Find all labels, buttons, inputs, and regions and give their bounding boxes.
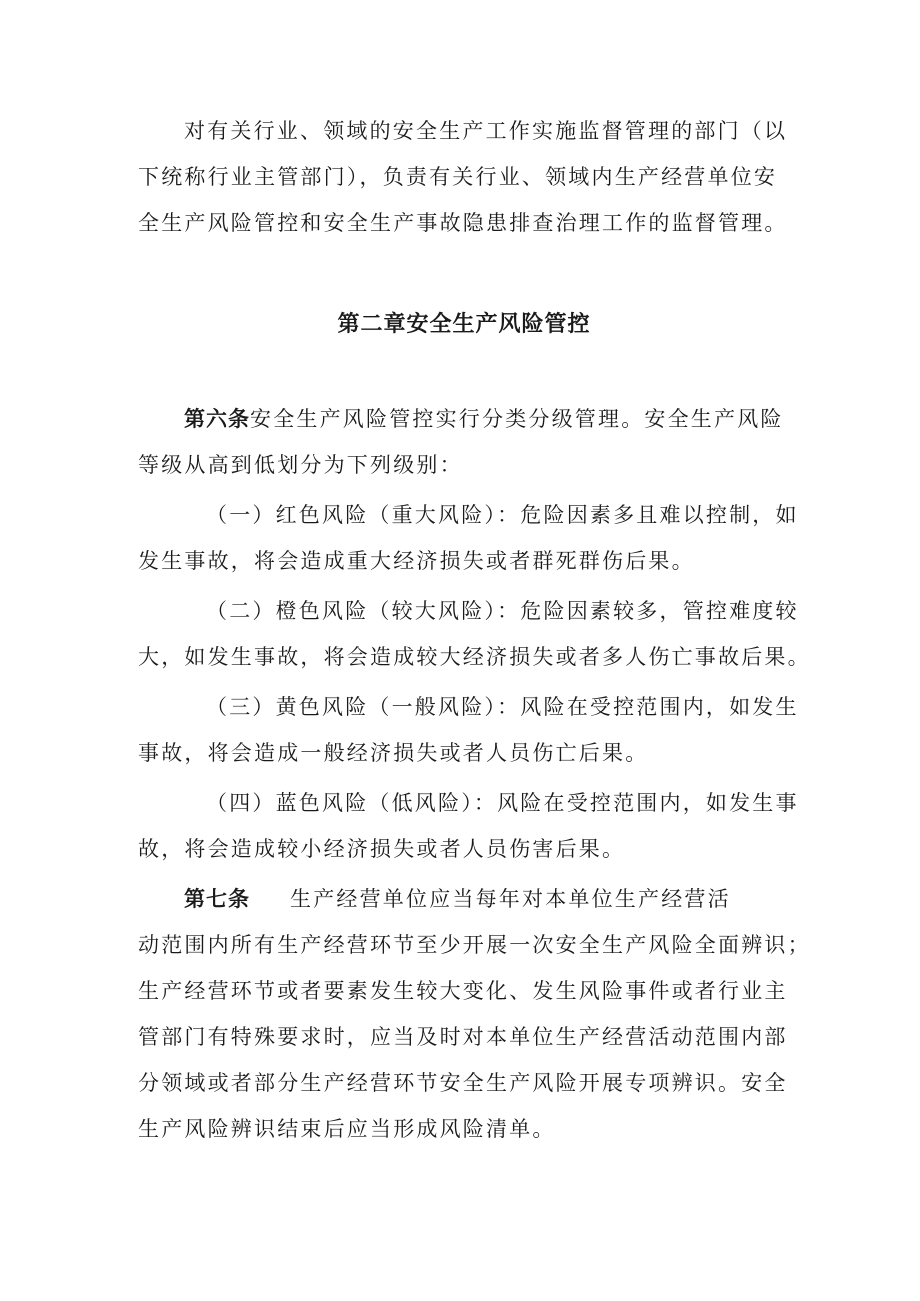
text-line: 分领域或者部分生产经营环节安全生产风险开展专项辨识。安全 — [138, 1071, 788, 1095]
text-line — [138, 396, 790, 442]
text-line: 动范围内所有生产经营环节至少开展一次安全生产风险全面辨识； — [138, 933, 811, 957]
text-line: 故，将会造成较小经济损失或者人员伤害后果。 — [138, 837, 626, 861]
paragraph-supervision — [138, 108, 790, 246]
text-line: 生产风险辨识结束后应当形成风险清单。 — [138, 1117, 556, 1141]
text-line: （四）蓝色风险（低风险）：风险在受控范围内，如发生事 — [206, 791, 799, 815]
text-line: 等级从高到低划分为下列级别： — [138, 453, 463, 477]
text-line: 全生产风险管控和安全生产事故隐患排查治理工作的监督管理。 — [138, 211, 788, 235]
chapter-title: 第二章安全生产风险管控 — [337, 312, 591, 337]
text-line: （二）橙色风险（较大风险）：危险因素较多，管控难度较 — [206, 599, 799, 623]
article-label: 第六条 — [184, 407, 250, 431]
article-6 — [138, 396, 790, 488]
text-line: 生产经营环节或者要素发生较大变化、发生风险事件或者行业主 — [138, 979, 788, 1003]
risk-item-orange — [138, 588, 811, 680]
article-label: 第七条 — [184, 887, 250, 911]
text-line: （一）红色风险（重大风险）：危险因素多且难以控制，如 — [206, 503, 799, 527]
text-line: （三）黄色风险（一般风险）：风险在受控范围内，如发生 — [206, 695, 799, 719]
text-line: 大，如发生事故，将会造成较大经济损失或者多人伤亡事故后果。 — [138, 645, 811, 669]
text-line: 下统称行业主管部门），负责有关行业、领域内生产经营单位安 — [138, 165, 778, 189]
text-line — [138, 876, 790, 922]
text-line: 管部门有特殊要求时，应当及时对本单位生产经营活动范围内部 — [138, 1025, 788, 1049]
risk-item-yellow — [138, 684, 799, 776]
article-text: 安全生产风险管控实行分类分级管理。安全生产风险 — [250, 407, 784, 431]
text-line: 对有关行业、领域的安全生产工作实施监督管理的部门（以 — [184, 119, 788, 143]
text-line: 发生事故，将会造成重大经济损失或者群死群伤后果。 — [138, 549, 695, 573]
article-text: 生产经营单位应当每年对本单位生产经营活 — [290, 887, 731, 911]
risk-item-red — [138, 492, 799, 584]
article-7 — [138, 876, 811, 1152]
text-line: 事故，将会造成一般经济损失或者人员伤亡后果。 — [138, 741, 649, 765]
risk-item-blue — [138, 780, 799, 872]
